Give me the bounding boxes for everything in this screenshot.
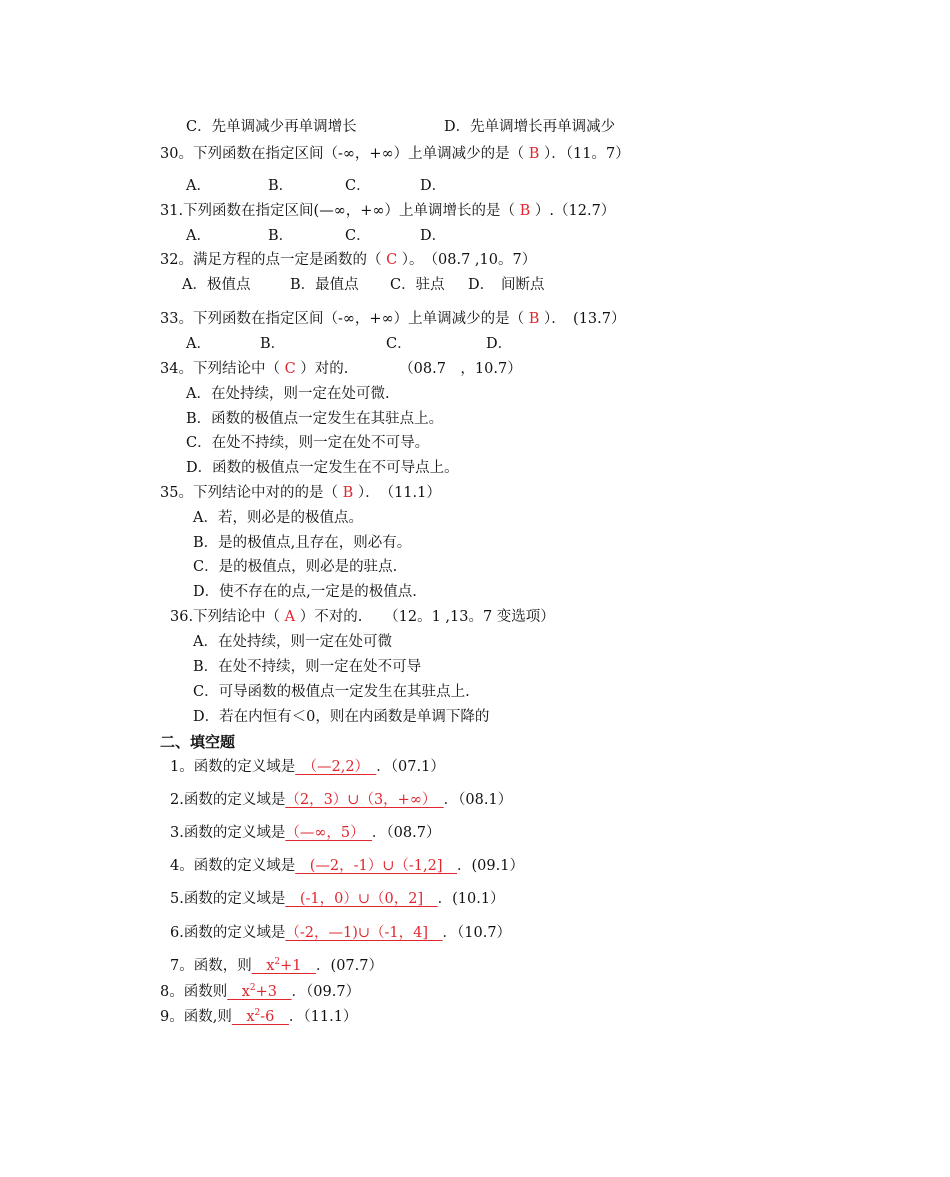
- q30-option-b: B．: [268, 178, 294, 194]
- question-33-stem: 33。下列函数在指定区间（-∞，+∞）上单调减少的是（ B ）． (13.7）: [160, 311, 626, 327]
- q32-option-b: B．最值点: [290, 277, 359, 293]
- fill-question-6: 6.函数的定义域是（-2，—1)∪（-1，4] ．（10.7）: [170, 925, 512, 941]
- question-36-stem: 36.下列结论中（ A ）不对的. （12。1 ,13。7 变选项）: [170, 609, 555, 625]
- q35-option-d: D．使不存在的点,一定是的极值点.: [193, 584, 417, 600]
- question-34-stem: 34。下列结论中（ C ）对的. （08.7 ，10.7）: [160, 361, 522, 377]
- fill-question-8: 8。函数则 $x^2+3$ ．（09.7）: [160, 983, 361, 1000]
- answer-34: C: [284, 361, 296, 377]
- q29-option-d: D．先单调增长再单调减少: [444, 119, 616, 135]
- q30-option-d: D．: [420, 178, 447, 194]
- fill-answer-7: $x^2+1$: [251, 957, 317, 974]
- q32-option-c: C．驻点: [390, 277, 445, 293]
- question-32-stem: 32。满足方程的点一定是函数的（ C ）。 （08.7 ,10。7）: [160, 252, 537, 268]
- q33-option-d: D．: [486, 336, 513, 352]
- answer-36: A: [284, 609, 296, 625]
- fill-answer-4: (—2，-1）∪（-1,2]: [295, 858, 458, 874]
- q36-option-a: A．在处持续，则一定在处可微: [193, 634, 392, 650]
- answer-35: B: [342, 485, 354, 501]
- q32-option-a: A．极值点: [182, 277, 251, 293]
- q35-option-c: C．是的极值点，则必是的驻点.: [193, 559, 398, 575]
- q35-option-a: A．若，则必是的极值点。: [193, 510, 363, 526]
- fill-question-1: 1。函数的定义域是 （—2,2） ．（07.1）: [170, 759, 445, 775]
- question-31-stem: 31.下列函数在指定区间(—∞，+∞）上单调增长的是（ B ）.（12.7）: [160, 203, 616, 219]
- q34-option-b: B．函数的极值点一定发生在其驻点上。: [186, 411, 444, 427]
- q36-option-d: D．若在内恒有＜0，则在内函数是单调下降的: [193, 709, 490, 725]
- q30-option-a: A．: [186, 178, 211, 194]
- q31-option-c: C．: [345, 228, 371, 244]
- fill-answer-3: （—∞，5）: [285, 825, 372, 841]
- q30-option-c: C．: [345, 178, 371, 194]
- q33-option-a: A．: [186, 336, 211, 352]
- q31-option-b: B．: [268, 228, 294, 244]
- fill-answer-2: （2，3）∪（3，+∞）: [285, 792, 444, 808]
- q33-option-c: C．: [386, 336, 412, 352]
- q31-option-a: A．: [186, 228, 211, 244]
- q32-option-d-text: 间断点: [501, 277, 545, 293]
- answer-31: B: [519, 203, 531, 219]
- answer-32: C: [386, 252, 398, 268]
- q34-option-c: C．在处不持续，则一定在处不可导。: [186, 435, 430, 451]
- answer-30: B: [528, 146, 540, 162]
- fill-answer-8: $x^2+3$: [227, 983, 292, 1000]
- q35-option-b: B．是的极值点,且存在，则必有。: [193, 535, 412, 551]
- q34-option-a: A．在处持续，则一定在处可微.: [186, 386, 390, 402]
- q36-option-b: B．在处不持续，则一定在处不可导: [193, 659, 422, 675]
- q29-option-c: C．先单调减少再单调增长: [186, 119, 357, 135]
- question-30-stem: 30。下列函数在指定区间（-∞，+∞）上单调减少的是（ B ）．（11。7）: [160, 146, 630, 162]
- q31-option-d: D．: [420, 228, 447, 244]
- q33-option-b: B．: [260, 336, 286, 352]
- fill-answer-9: $x^2-6$: [231, 1008, 289, 1025]
- q32-option-d: D．: [468, 277, 495, 293]
- question-35-stem: 35。下列结论中对的的是（ B ）． （11.1）: [160, 485, 441, 501]
- fill-answer-5: (-1，0）∪（0，2]: [285, 891, 438, 907]
- fill-answer-6: （-2，—1)∪（-1，4]: [285, 925, 443, 941]
- fill-question-5: 5.函数的定义域是 (-1，0）∪（0，2] ．(10.1）: [170, 891, 505, 907]
- q34-option-d: D．函数的极值点一定发生在不可导点上。: [186, 460, 459, 476]
- fill-question-3: 3.函数的定义域是（—∞，5） ．（08.7）: [170, 825, 441, 841]
- fill-question-9: 9。函数,则 $x^2-6$ ．（11.1）: [160, 1008, 358, 1025]
- fill-question-7: 7。函数，则 $x^2+1$ ．(07.7）: [170, 957, 383, 974]
- fill-question-4: 4。函数的定义域是 (—2，-1）∪（-1,2] ．(09.1）: [170, 858, 524, 874]
- section-title-fill-in: 二、填空题: [160, 733, 236, 751]
- fill-answer-1: （—2,2）: [295, 759, 377, 775]
- fill-question-2: 2.函数的定义域是（2，3）∪（3，+∞） ．（08.1）: [170, 792, 513, 808]
- answer-33: B: [528, 311, 540, 327]
- q36-option-c: C．可导函数的极值点一定发生在其驻点上.: [193, 684, 470, 700]
